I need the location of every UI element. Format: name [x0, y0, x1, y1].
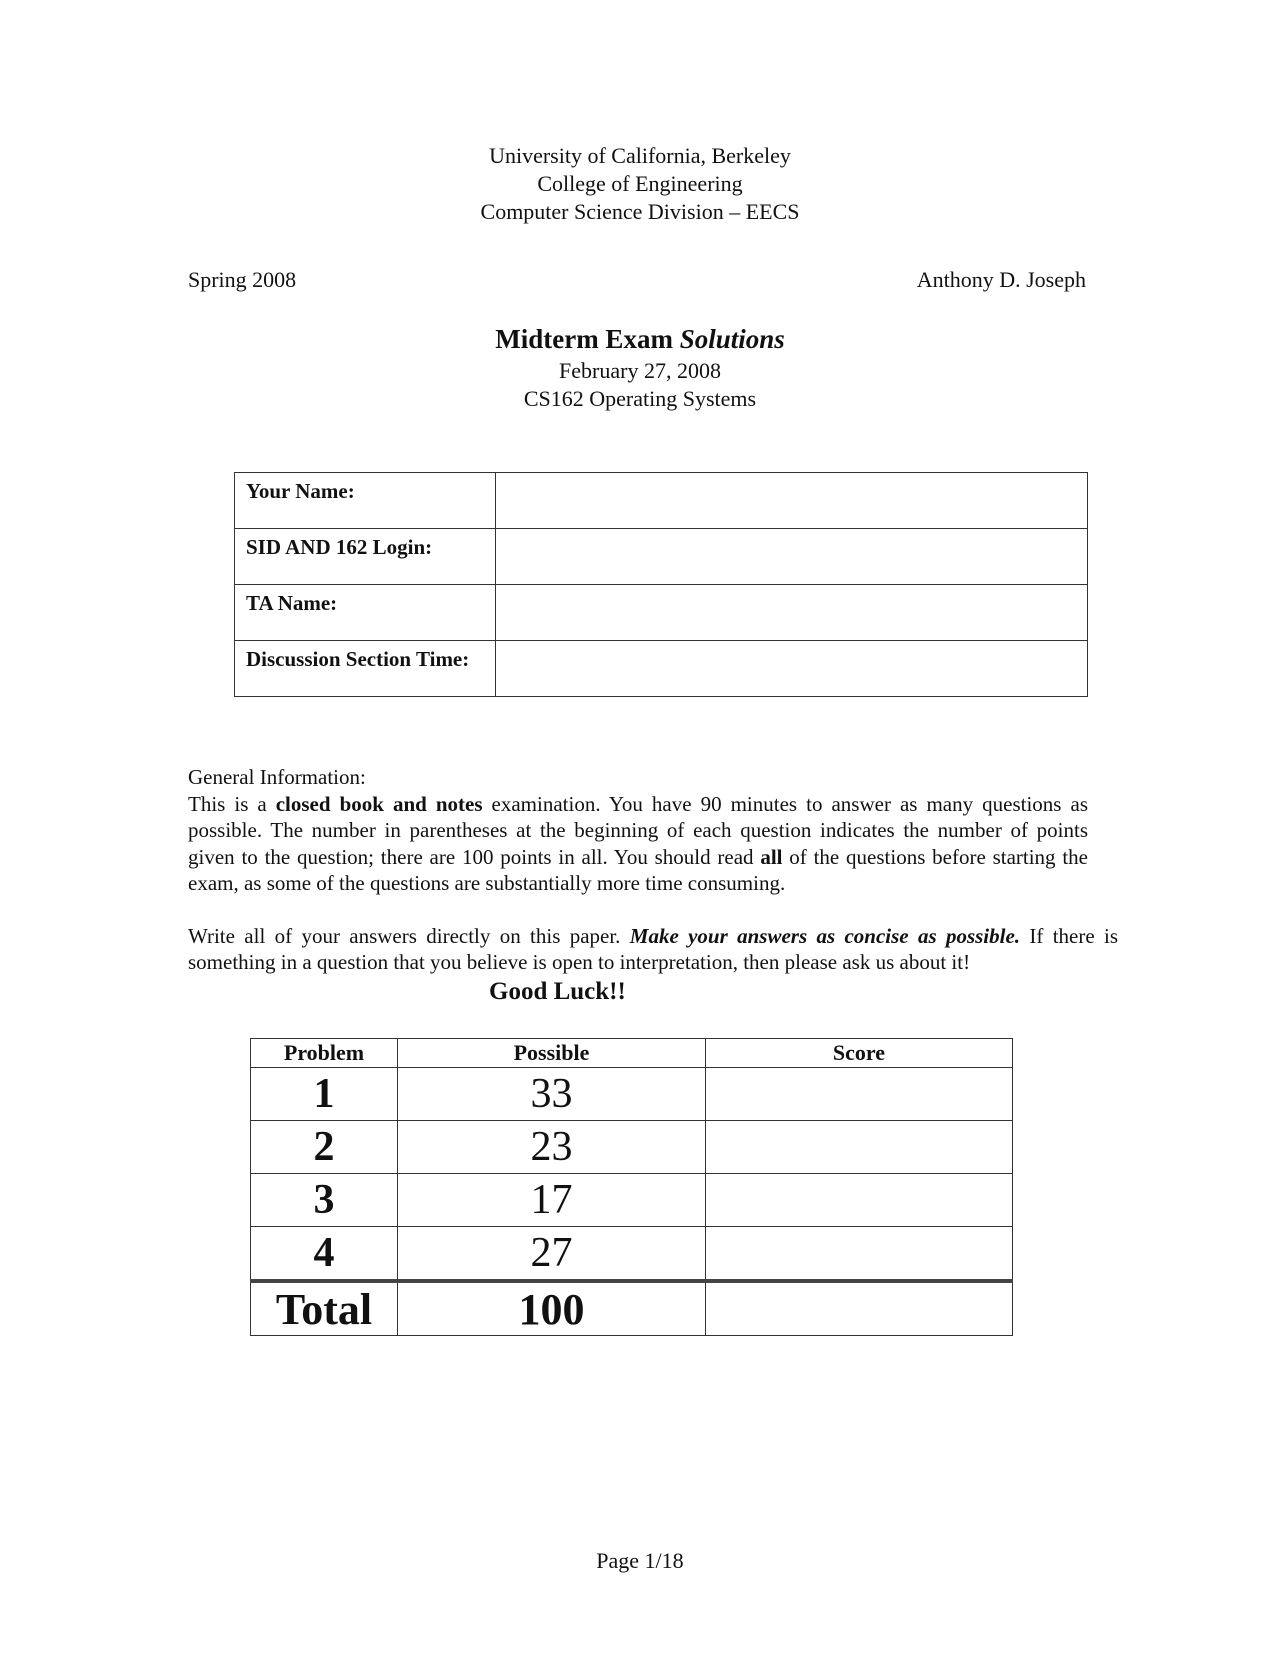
total-possible: 100: [398, 1281, 706, 1336]
problem-number: 4: [251, 1227, 398, 1282]
general-info-paragraph: [188, 791, 1088, 896]
total-label: Total: [251, 1281, 398, 1336]
student-info-table: [234, 472, 1088, 697]
text-bold: closed book and notes: [275, 792, 483, 816]
problem-number: 2: [251, 1121, 398, 1174]
total-row: [251, 1281, 1013, 1336]
problem-number: 3: [251, 1174, 398, 1227]
header-possible: Possible: [398, 1039, 706, 1068]
score-cell[interactable]: [706, 1227, 1013, 1282]
info-label: TA Name:: [235, 585, 496, 641]
table-row: [251, 1227, 1013, 1282]
name-field[interactable]: [496, 473, 1088, 529]
info-label: Discussion Section Time:: [235, 641, 496, 697]
general-info-heading: General Information:: [188, 765, 366, 789]
score-cell[interactable]: [706, 1068, 1013, 1121]
division-name: Computer Science Division – EECS: [480, 199, 800, 224]
score-cell[interactable]: [706, 1121, 1013, 1174]
page-number: Page 1/18: [596, 1548, 684, 1573]
college-name: College of Engineering: [537, 171, 743, 196]
possible-points: 33: [398, 1068, 706, 1121]
good-luck: Good Luck!!: [489, 978, 626, 1005]
info-label: SID AND 162 Login:: [235, 529, 496, 585]
term: Spring 2008: [188, 267, 297, 292]
text: examination. You have 90 minutes to answer as many questions as possible. The number in parentheses at the beginning of each question indicates the number of points given to the question; there are 100 points in all. You should read: [188, 792, 1088, 869]
total-score-cell[interactable]: [706, 1281, 1013, 1336]
text: Write all of your answers directly on this paper.: [188, 924, 630, 948]
text-bold-italic: Make your answers as concise as possible.: [629, 924, 1021, 948]
score-table: [250, 1038, 1013, 1336]
instructor: Anthony D. Joseph: [916, 267, 1086, 292]
instructions-paragraph: [188, 923, 1118, 976]
section-time-field[interactable]: [496, 641, 1088, 697]
exam-date: February 27, 2008: [559, 358, 721, 383]
info-label: Your Name:: [235, 473, 496, 529]
exam-title-italic: Solutions: [679, 324, 785, 354]
problem-number: 1: [251, 1068, 398, 1121]
header-problem: Problem: [251, 1039, 398, 1068]
course-name: CS162 Operating Systems: [523, 386, 757, 411]
university-name: University of California, Berkeley: [489, 143, 791, 168]
ta-name-field[interactable]: [496, 585, 1088, 641]
possible-points: 17: [398, 1174, 706, 1227]
table-row: [251, 1174, 1013, 1227]
exam-title-main: Midterm Exam: [495, 324, 673, 354]
possible-points: 27: [398, 1227, 706, 1282]
score-cell[interactable]: [706, 1174, 1013, 1227]
text-bold: all: [760, 844, 783, 869]
text: If there is something in a question that you believe is open to interpretation, then please ask us about it!: [188, 924, 1119, 975]
table-row: [251, 1068, 1013, 1121]
table-row: [251, 1121, 1013, 1174]
text: of the questions before starting the exam, as some of the questions are substantially more time consuming.: [188, 844, 1088, 895]
possible-points: 23: [398, 1121, 706, 1174]
exam-title: [0, 324, 1280, 355]
text: This is a: [188, 792, 276, 816]
sid-field[interactable]: [496, 529, 1088, 585]
header-score: Score: [706, 1039, 1013, 1068]
